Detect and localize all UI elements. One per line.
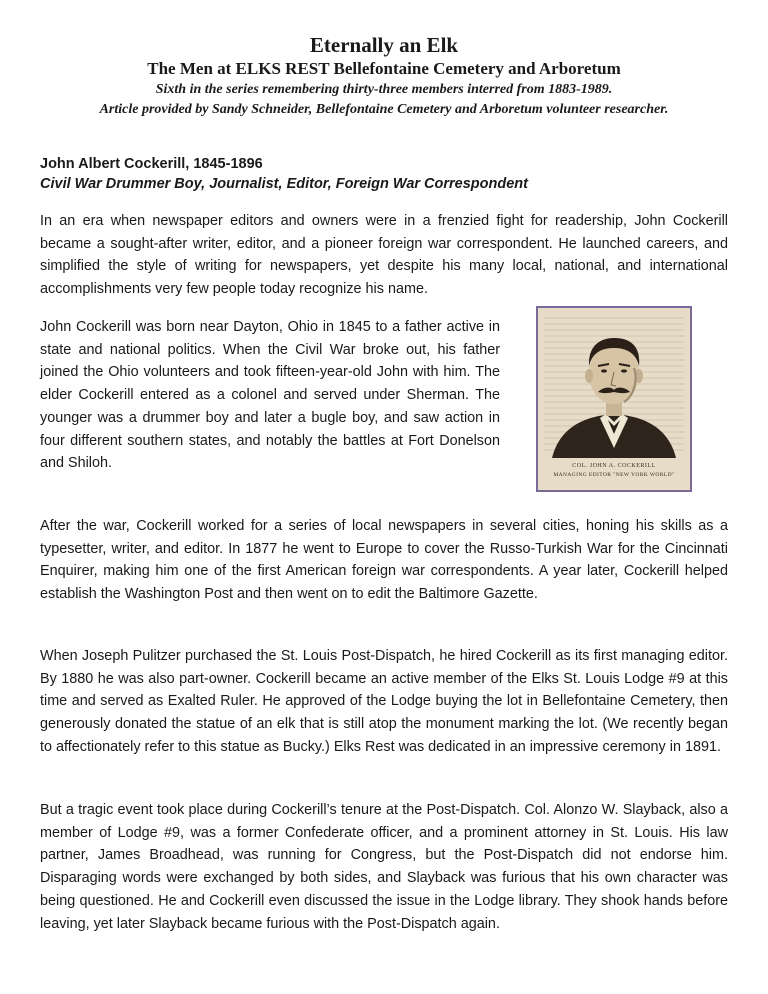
paragraph-early-life: John Cockerill was born near Dayton, Ohio in 1845 to a father active in state and national politics. When the Civil War broke out, his father joined the Ohio volunteers and took fifteen-year-old John with him. The elder Cockerill entered as a colonel and served under Sherman. The younger was a drummer boy and later a bugle boy, and saw action in four different southern states, and notably the battles at Fort Donelson and Shiloh. <box>40 319 500 472</box>
subject-name: John Albert Cockerill, 1845-1896 <box>40 156 263 172</box>
paragraph-intro: In an era when newspaper editors and owners were in a frenzied fight for readership, John Cockerill became a sought-after writer, editor, and a pioneer foreign war correspondent. He launched careers, and simplified the style of writing for newspapers, yet despite his many local, national, and international accomplishments very few people today recognize his name. <box>40 213 728 298</box>
subject-roles: Civil War Drummer Boy, Journalist, Editor, Foreign War Correspondent <box>40 176 528 192</box>
series-note: Sixth in the series remembering thirty-three members interred from 1883-1989. <box>155 82 613 97</box>
paragraph-pulitzer: When Joseph Pulitzer purchased the St. Louis Post-Dispatch, he hired Cockerill as its first managing editor. By 1880 he was also part-owner. Cockerill became an active member of the Elks St. Louis Lodge #9 at this time and served as Exalted Ruler. He approved of the Lodge buying the lot in Bellefontaine Cemetery, then generously donated the statue of an elk that is still atop the monument marking the lot. (We recently began to affectionately refer to this statue as Bucky.) Elks Rest was dedicated in an impressive ceremony in 1891. <box>40 648 728 755</box>
portrait-caption: COL. JOHN A. COCKERILL <box>572 463 656 469</box>
page-title: Eternally an Elk <box>309 33 459 57</box>
portrait-engraving <box>536 306 692 492</box>
article-header <box>0 32 768 120</box>
portrait-subcaption: MANAGING EDITOR "NEW YORK WORLD" <box>553 472 675 478</box>
subject-heading <box>40 154 730 194</box>
paragraph-tragic-event: But a tragic event took place during Cockerill’s tenure at the Post-Dispatch. Col. Alonzo W. Slayback, also a member of Lodge #9, was a former Confederate officer, and a prominent attorney in St. Louis. His law partner, James Broadhead, was running for Congress, but the Post-Dispatch did not endorse him. Disparaging words were exchanged by both sides, and Slayback was furious that his own character was being questioned. He and Cockerill even discussed the issue in the Lodge library. They shook hands before leaving, yet later Slayback became furious with the Post-Dispatch again. <box>40 802 728 932</box>
paragraph-after-war: After the war, Cockerill worked for a series of local newspapers in several cities, honing his skills as a typesetter, writer, and editor. In 1877 he went to Europe to cover the Russo-Turkish War for the Cincinnati Enquirer, making him one of the first American foreign war correspondents. A year later, Cockerill helped establish the Washington Post and then went on to edit the Baltimore Gazette. <box>40 518 728 603</box>
author-credit: Article provided by Sandy Schneider, Bellefontaine Cemetery and Arboretum volunteer researcher. <box>99 102 669 117</box>
page-subtitle: The Men at ELKS REST Bellefontaine Cemetery and Arboretum <box>147 59 621 78</box>
